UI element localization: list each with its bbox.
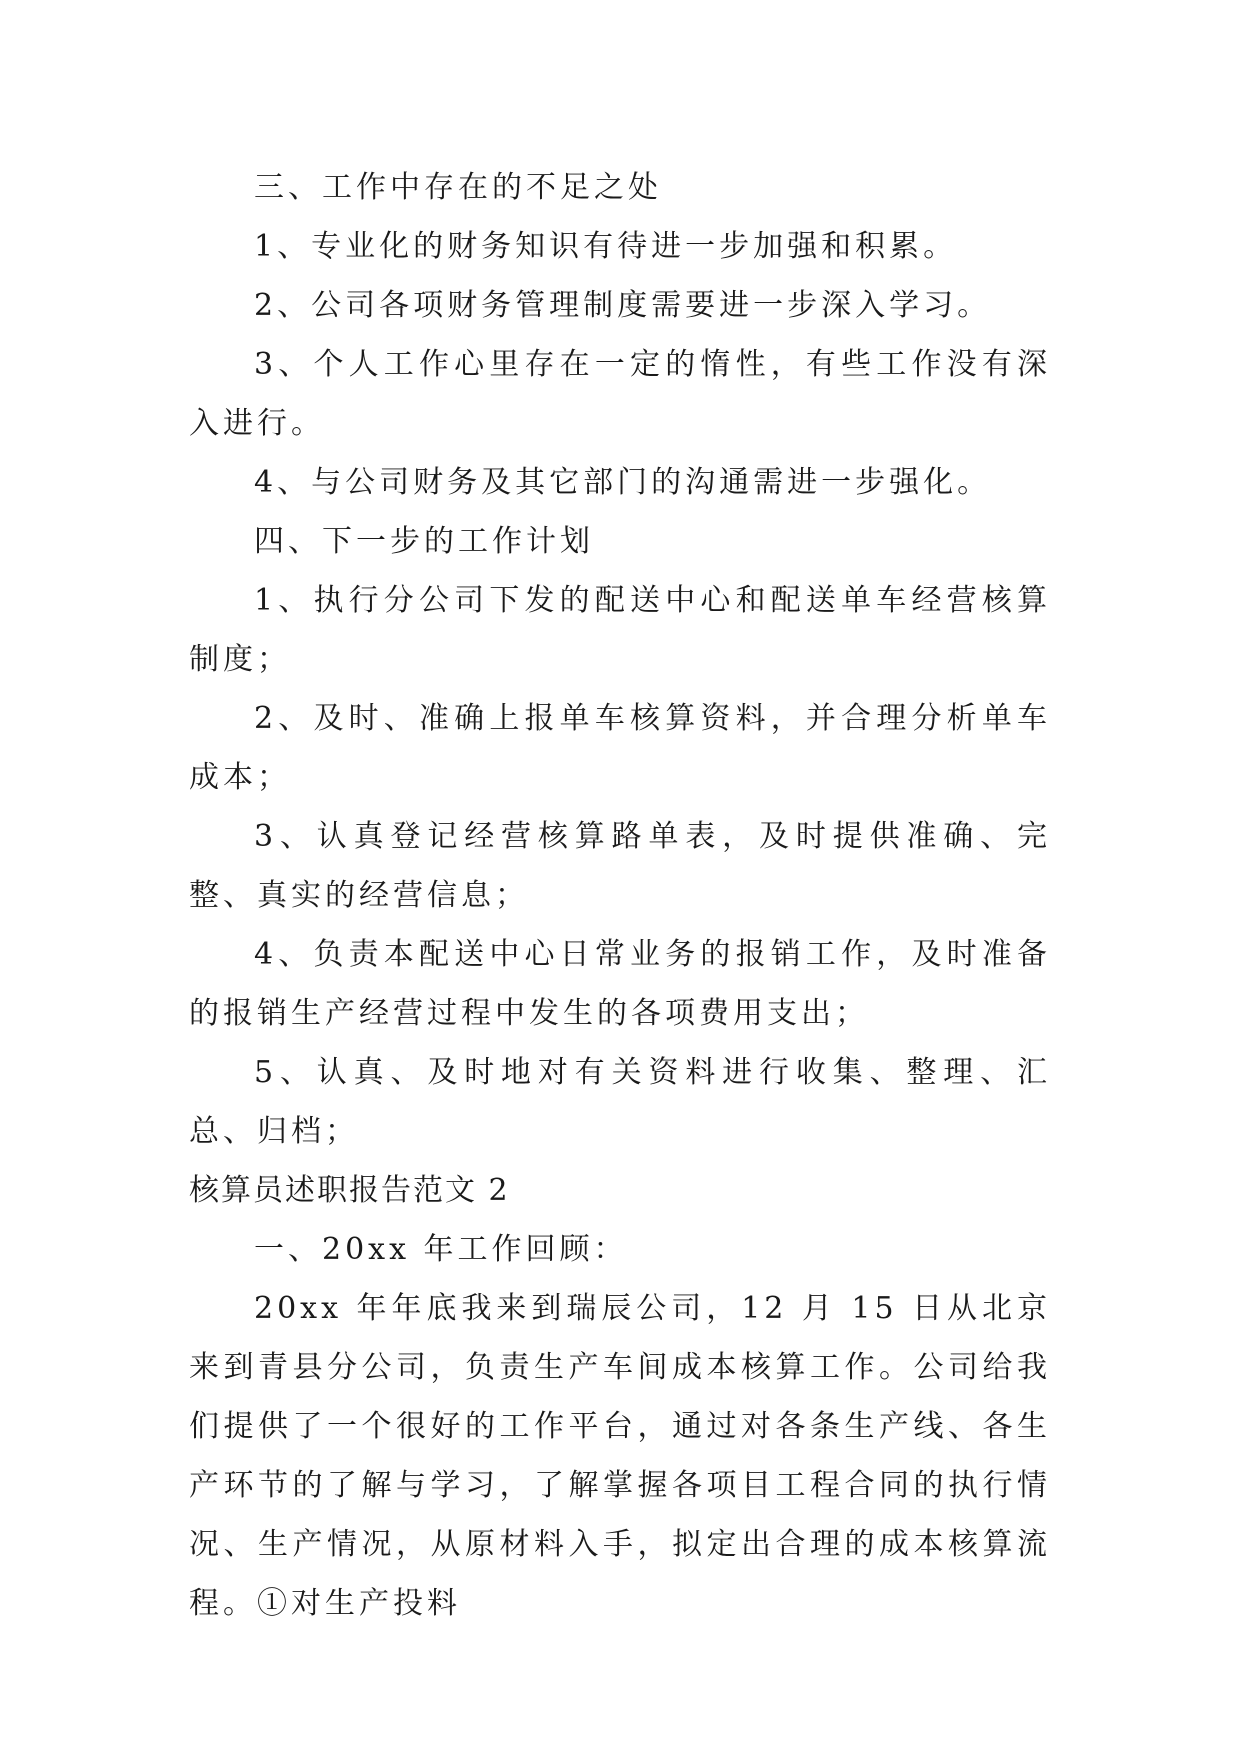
paragraph: 2、及时、准确上报单车核算资料，并合理分析单车成本； — [189, 701, 1051, 795]
paragraph: 2、公司各项财务管理制度需要进一步深入学习。 — [254, 288, 992, 323]
paragraph: 3、个人工作心里存在一定的惰性，有些工作没有深入进行。 — [189, 347, 1051, 441]
paragraph: 3、认真登记经营核算路单表，及时提供准确、完整、真实的经营信息； — [189, 819, 1051, 913]
section-heading-4: 四、下一步的工作计划 — [254, 524, 594, 559]
paragraph: 5、认真、及时地对有关资料进行收集、整理、汇总、归档； — [189, 1055, 1051, 1149]
paragraph: 20xx 年年底我来到瑞辰公司，12 月 15 日从北京来到青县分公司，负责生产车间成本核算工作。公司给我们提供了一个很好的工作平台，通过对各条生产线、各生产环节的了解与学习，了解掌握各项目工程合同的执行情况、生产情况，从原材料入手，拟定出合理的成本核算流程。①对生产投料 — [189, 1291, 1051, 1621]
paragraph: 4、负责本配送中心日常业务的报销工作，及时准备的报销生产经营过程中发生的各项费用支出； — [189, 937, 1051, 1031]
document-body — [189, 158, 1051, 1633]
paragraph: 4、与公司财务及其它部门的沟通需进一步强化。 — [254, 465, 992, 500]
paragraph: 1、专业化的财务知识有待进一步加强和积累。 — [254, 229, 958, 264]
paragraph: 1、执行分公司下发的配送中心和配送单车经营核算制度； — [189, 583, 1051, 677]
section-heading-1: 一、20xx 年工作回顾： — [254, 1232, 628, 1267]
section-heading-3: 三、工作中存在的不足之处 — [254, 170, 662, 205]
document-title: 核算员述职报告范文 2 — [189, 1173, 510, 1208]
